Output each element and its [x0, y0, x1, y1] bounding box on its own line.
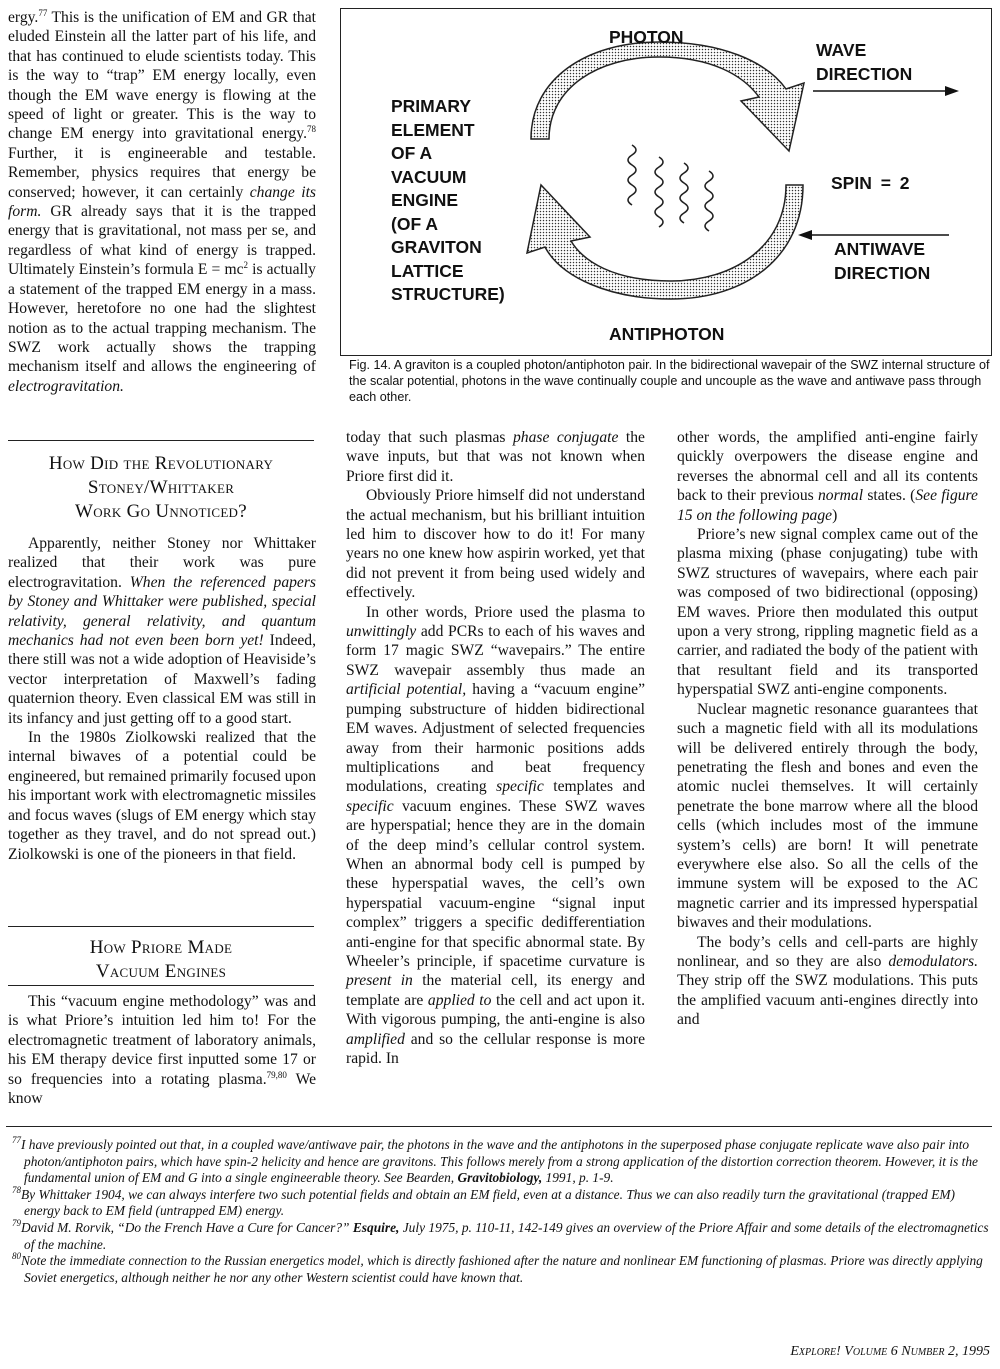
squiggle-3	[680, 163, 688, 223]
column-1-mid	[8, 534, 316, 864]
squiggle-2	[655, 157, 663, 227]
text-run: I have previously pointed out that, in a coupled wave/antiwave pair, the photons in the wave and the antiphotons in the superposed phase conjugate replicate wave also pair into photon/antiphoton pairs, which have spin-2 helicity and hence are gravitons. This follows merely from a strong application of the distortion correction theorem. However, it is the fundamental union of EM and G into a single engineerable theory. See Bearden,	[21, 1137, 978, 1186]
figure-caption: Fig. 14. A graviton is a coupled photon/antiphoton pair. In the bidirectional wavepair of the SWZ internal structure of the scalar potential, photons in the wave continually couple and uncouple as the wave and antiwave pass through each other.	[349, 358, 990, 404]
text-run: In other words, Priore used the plasma to	[366, 603, 645, 621]
italic-run: unwittingly	[346, 623, 417, 641]
column-3	[677, 428, 978, 1030]
text-run: the material cell, its energy and template are	[346, 972, 645, 1009]
spin-label: SPIN = 2	[831, 173, 910, 193]
text-run: is actually a statement of the trapped EM energy in a mass. However, heretofore no one had the slightest notion as to the actual trapping mechanism. The SWZ work actually shows the trapping mechanism itself and allows the engineering of	[8, 261, 316, 376]
text-run: ergy.	[8, 9, 39, 26]
figure-14	[340, 8, 992, 356]
paragraph	[677, 428, 978, 525]
text-run: other words, the amplified anti-engine fairly quickly overpowers the disease engine and reverses the abnormal cell and all its contents back to their previous	[677, 429, 978, 505]
running-footer: Explore! Volume 6 Number 2, 1995	[790, 1344, 990, 1359]
section-heading	[8, 452, 314, 524]
italic-run: artificial potential,	[346, 681, 467, 699]
primary-element-label	[391, 95, 505, 307]
italic-run: amplified	[346, 1030, 405, 1048]
text-run: This is the unification of EM and GR that eluded Einstein all the latter part of his life, and that has continued to elude scientists today. This is the way to “trap” EM energy locally, even though the EM wave energy is flowing at the speed of light or greater. This is the way to change EM energy into gravitational energy.	[8, 9, 316, 143]
text-run: Priore’s new signal complex came out of the plasma mixing (phase conjugating) tube with SWZ structures of wavepairs, where each pair was composed of two bidirectional (opposing) EM waves. Priore then modulated this output upon a very strong, rippling magnetic field as a carrier, and radiated the body of the patient with that resultant field and its transported hyperspatial SWZ anti-engine components.	[677, 526, 978, 699]
paragraph	[8, 534, 316, 728]
label-line: DIRECTION	[816, 63, 913, 84]
text-run: David M. Rorvik, “Do the French Have a Cure for Cancer?”	[21, 1219, 353, 1235]
footnote	[12, 1184, 990, 1220]
text-run: 1991, p. 1-9.	[542, 1170, 614, 1186]
heading-line: Work Go Unnoticed?	[75, 501, 247, 522]
paragraph	[8, 8, 316, 396]
text-run: Indeed, there still was not a wide adoption of Heaviside’s vector interpretation of Maxwell’s fading quaternion theory. Even classical EM was still in its infancy and just getting off to a good start.	[8, 632, 316, 727]
bold-run: Gravitobiology,	[457, 1170, 543, 1186]
text-run: having a “vacuum engine” pumping substructure of hidden bidirectional EM waves. Adjustment of selected frequencies away from their harmonic positions adds multiplications and beat frequency modulations, creating	[346, 681, 645, 796]
text-run: add PCRs to each of his waves and form 17 magic SWZ “wavepairs.” The entire SWZ wavepair assembly thus made an	[346, 623, 645, 679]
footnote-ref: 2	[243, 260, 248, 271]
squiggle-4	[705, 171, 713, 231]
footnote-number: 78	[12, 1184, 21, 1195]
label-line: GRAVITON	[391, 237, 482, 257]
label-line: VACUUM	[391, 166, 467, 187]
photon-label: PHOTON	[609, 27, 684, 47]
column-1-bottom	[8, 992, 316, 1108]
text-run: By Whittaker 1904, we can always interfere two such potential fields and obtain an EM field, even at a distance. Thus we can also readily turn the gravitational (trapped EM) energy back to EM field (untrapped EM) energy.	[21, 1186, 955, 1219]
label-line: DIRECTION	[834, 262, 931, 283]
italic-run: phase conjugate	[512, 429, 619, 446]
heading-line: Vacuum Engines	[95, 961, 227, 982]
photon-arrow	[531, 42, 804, 151]
divider	[6, 1126, 992, 1127]
text-run: July 1975, p. 110-11, 142-149 gives an overview of the Priore Affair and some details of the electromagnetics of the machine.	[24, 1219, 989, 1252]
text-run: We know	[8, 1070, 316, 1108]
footnotes	[12, 1137, 990, 1286]
italic-run: change its form.	[8, 183, 316, 221]
text-run: states. (	[863, 487, 916, 505]
squiggle-1	[628, 145, 636, 205]
footnote	[12, 1137, 990, 1187]
footnote	[12, 1253, 990, 1286]
italic-run: applied to	[427, 991, 492, 1009]
text-run: GR already says that it is the trapped energy that is gravitational, not mass per se, and regardless of what kind of energy is trapped. Ultimately Einstein’s formula E = mc	[8, 203, 316, 279]
text-run: This “vacuum engine methodology” was and is what Priore’s intuition led him to! For the electromagnetic treatment of laboratory animals, his EM therapy device first inputted some 17 or so frequencies into a rotating plasma.	[8, 993, 316, 1088]
text-run: and so the cellular response is more rapid. In	[346, 1030, 645, 1067]
label-line: ENGINE	[391, 190, 459, 210]
divider	[8, 926, 314, 927]
italic-run: See figure 15 on the following page	[677, 487, 978, 524]
heading-line: How Priore Made	[89, 937, 233, 958]
footnote-number: 79	[12, 1217, 21, 1228]
heading-line: Stoney/Whittaker	[87, 477, 235, 498]
text-run: Nuclear magnetic resonance guarantees that such a magnetic field with all its modulations will be delivered entirely through the body, penetrating the flesh and bones and even the atomic nuclei themselves. It will certainly penetrate the bone marrow where all the blood cells (which includes most of the immune system’s cells) are born! It will penetrate everywhere else also. So all the cells of the immune system will be exposed to the AC magnetic carrier and its impressed hyperspatial biwaves and their modulations.	[677, 700, 978, 932]
label-line: ELEMENT	[391, 119, 475, 140]
bold-run: Esquire,	[352, 1219, 400, 1235]
italic-run: normal	[818, 487, 864, 505]
text-run: Obviously Priore himself did not understand the actual mechanism, but his brilliant intuition led him to discover how to do it! For many years no one knew how aspirin worked, yet that did not prevent it from being used widely and effectively.	[346, 487, 645, 602]
label-line: ANTIWAVE	[834, 239, 926, 259]
column-2	[346, 428, 645, 1068]
antiphoton-arrow	[527, 185, 803, 299]
heading-line: How Did the Revolutionary	[48, 453, 274, 474]
label-line: STRUCTURE)	[391, 284, 505, 304]
section-heading	[8, 936, 314, 984]
text-run: vacuum engines. These SWZ waves are hyperspatial; hence they are in the domain of the deep mind’s cellular control system. When an abnormal body cell is pumped by these hyperspatial waves, the cell’s own hyperspatial vacuum-engine “signal input complex” triggers a specific dedifferentiation anti-engine for that specific abnormal state. By Wheeler’s principle, if spacetime curvature is	[346, 797, 645, 970]
italic-run: demodulators.	[888, 952, 978, 970]
paragraph	[677, 525, 978, 700]
text-run: Note the immediate connection to the Russian energetics model, which is directly fashioned after the nature and nonlinear EM functioning of plasmas. Priore was directly applying Soviet energetics, although neither he nor any other Western scientist could have known that.	[21, 1253, 983, 1285]
column-1-top	[8, 8, 316, 396]
divider	[8, 985, 314, 986]
footnote-ref: 78	[307, 124, 316, 135]
footnote-ref: 77	[38, 8, 48, 18]
italic-run: present in	[346, 972, 413, 990]
text-run: the cell and act upon it. With vigorous pumping, the anti-engine is also	[346, 991, 645, 1029]
paragraph	[8, 992, 316, 1108]
text-run: Further, it is engineerable and testable. Remember, physics requires that energy be conserved; however, it can certainly	[8, 144, 316, 201]
antiwave-direction-arrowhead	[798, 230, 812, 240]
paragraph	[8, 728, 316, 864]
paragraph	[677, 700, 978, 933]
paragraph	[346, 603, 645, 1069]
italic-run: specific	[346, 797, 394, 815]
text-run: templates and	[543, 778, 645, 796]
italic-run: electrogravitation.	[8, 377, 124, 395]
label-line: OF A	[391, 143, 433, 163]
wave-direction-arrowhead	[945, 86, 959, 96]
italic-run: specific	[496, 778, 544, 796]
label-line: WAVE	[816, 40, 867, 60]
footnote-number: 77	[12, 1135, 21, 1145]
antiphoton-label: ANTIPHOTON	[609, 324, 725, 344]
wave-direction-label	[816, 39, 912, 86]
footnote	[12, 1217, 990, 1253]
text-run: today that such plasmas	[346, 429, 513, 446]
text-run: Apparently, neither Stoney nor Whittaker realized that their work was pure electrogravitation.	[8, 535, 316, 591]
paragraph	[346, 428, 645, 486]
label-line: PRIMARY	[391, 96, 472, 116]
text-run: )	[832, 506, 838, 524]
text-run: The body’s cells and cell-parts are highly nonlinear, and so they are also	[677, 933, 978, 970]
text-run: the wave inputs, but that was not known when Priore first did it.	[346, 429, 645, 485]
antiwave-direction-label	[834, 238, 930, 285]
paragraph	[346, 486, 645, 602]
footnote-ref: 79,80	[266, 1069, 287, 1080]
footnote-number: 80	[12, 1251, 21, 1262]
divider	[8, 440, 314, 441]
paragraph	[677, 933, 978, 1030]
label-line: (OF A	[391, 213, 438, 234]
text-run: In the 1980s Ziolkowski realized that the internal biwaves of a potential could be engineered, but remained primarily focused upon his important work with electromagnetic missiles and focus waves (slugs of EM energy which stay together as they travel, and do not spread out.) Ziolkowski is one of the pioneers in that field.	[8, 729, 316, 863]
text-run: They strip off the SWZ modulations. This puts the amplified vacuum anti-engines directly into and	[677, 972, 978, 1029]
label-line: LATTICE	[391, 260, 464, 281]
italic-run: When the referenced papers by Stoney and Whittaker were published, special relativity, general relativity, and quantum mechanics had not even been born yet!	[8, 573, 316, 650]
